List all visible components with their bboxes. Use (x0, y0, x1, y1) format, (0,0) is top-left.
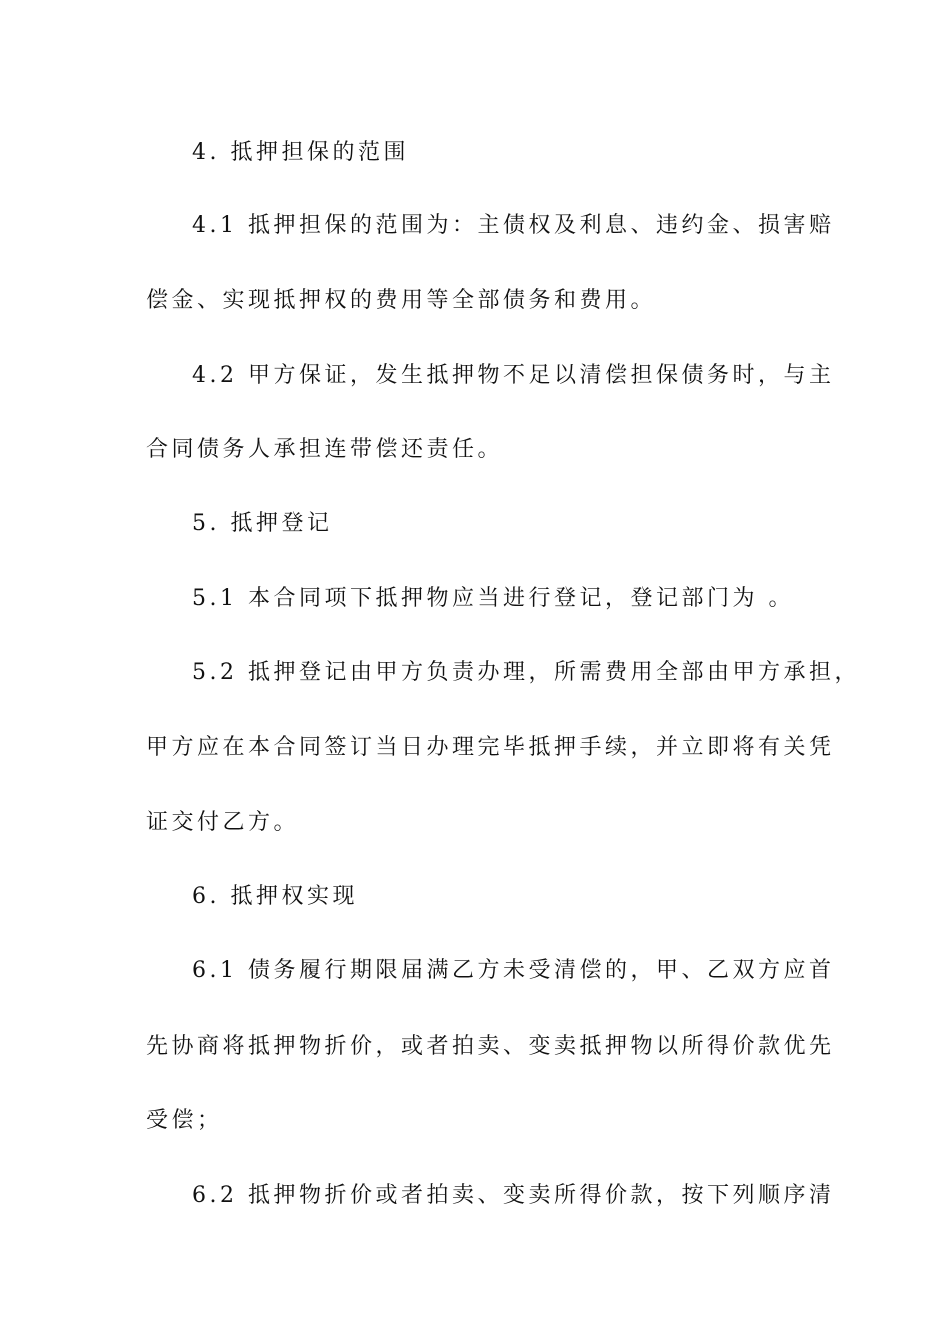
clause-4-2-line-1: 4.2 甲方保证，发生抵押物不足以清偿担保债务时，与主 (192, 363, 835, 388)
section-heading-5: 5. 抵押登记 (192, 511, 333, 536)
clause-5-2-line-1: 5.2 抵押登记由甲方负责办理，所需费用全部由甲方承担， (192, 660, 860, 685)
clause-4-1-line-2: 偿金、实现抵押权的费用等全部债务和费用。 (146, 288, 657, 313)
clause-5-1-line-1: 5.1 本合同项下抵押物应当进行登记，登记部门为 。 (192, 586, 794, 611)
clause-6-1-line-2: 先协商将抵押物折价，或者拍卖、变卖抵押物以所得价款优先 (146, 1034, 835, 1059)
clause-6-1-line-1: 6.1 债务履行期限届满乙方未受清偿的，甲、乙双方应首 (192, 958, 835, 983)
clause-6-2-line-1: 6.2 抵押物折价或者拍卖、变卖所得价款，按下列顺序清 (192, 1183, 835, 1208)
clause-4-1-line-1: 4.1 抵押担保的范围为：主债权及利息、违约金、损害赔 (192, 213, 835, 238)
clause-5-2-line-2: 甲方应在本合同签订当日办理完毕抵押手续，并立即将有关凭 (146, 735, 835, 760)
clause-5-2-line-3: 证交付乙方。 (146, 810, 300, 835)
clause-4-2-line-2: 合同债务人承担连带偿还责任。 (146, 437, 504, 462)
clause-6-1-line-3: 受偿； (146, 1108, 223, 1133)
section-heading-6: 6. 抵押权实现 (192, 884, 358, 909)
section-heading-4: 4. 抵押担保的范围 (192, 140, 409, 165)
